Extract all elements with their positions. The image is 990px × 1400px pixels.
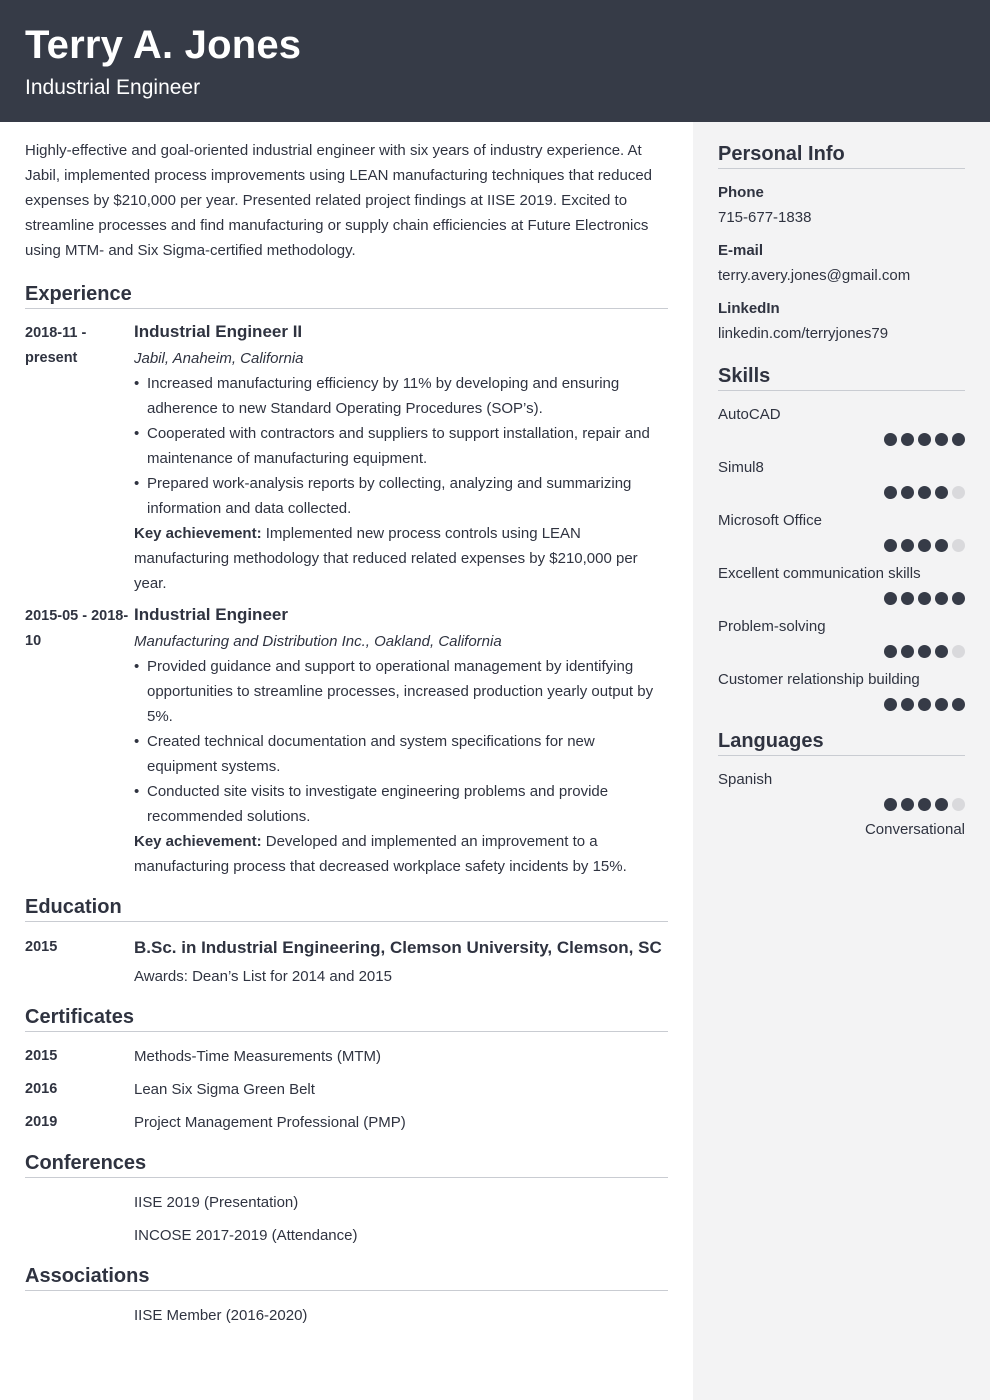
education-date: 2015 [25,939,58,955]
key-achievement-label: Key achievement: [134,833,262,850]
skill-rating [718,539,965,552]
linkedin-label: LinkedIn [718,300,780,317]
associations-section [25,1262,668,1328]
rating-dot-filled [935,798,948,811]
rating-dot-filled [901,433,914,446]
skill-item [718,508,965,552]
resume-header [0,0,990,122]
certificate-year: 2016 [25,1081,58,1097]
skill-rating [718,433,965,446]
skills-heading: Skills [718,362,965,391]
rating-dot-filled [901,486,914,499]
key-achievement [134,829,668,879]
candidate-name: Terry A. Jones [25,23,302,67]
rating-dot-filled [918,698,931,711]
personal-info-section [718,140,965,346]
job-bullets [134,654,668,829]
job-bullet: • Cooperated with contractors and suppliers to support installation, repair and maintenance of manufacturing equipment. [134,421,668,471]
conference-row [25,1190,668,1215]
experience-section [25,280,668,879]
conferences-heading: Conferences [25,1149,668,1178]
candidate-title: Industrial Engineer [25,76,201,99]
rating-dot-filled [884,433,897,446]
job-bullet: • Created technical documentation and system specifications for new equipment systems. [134,729,668,779]
certificate-year: 2019 [25,1114,58,1130]
skill-name: Problem-solving [718,618,826,635]
job-entry [25,604,668,879]
rating-dot-filled [935,486,948,499]
summary-text: Highly-effective and goal-oriented industrial engineer with six years of industry experience. At Jabil, implemented process improvements using LEAN manufacturing techniques that reduced expenses by $210,000 per year. Presented related project findings at IISE 2019. Excited to streamline processes and find manufacturing or supply chain efficiencies at Future Electronics using MTM- and Six Sigma-certified methodology. [25,142,652,259]
skill-name: AutoCAD [718,406,781,423]
skill-name: Microsoft Office [718,512,822,529]
rating-dot-filled [901,698,914,711]
rating-dot-empty [952,645,965,658]
skill-item [718,455,965,499]
skill-rating [718,592,965,605]
job-title: Industrial Engineer II [134,322,303,341]
job-date: 2018-11 - present [25,325,87,366]
conference-name: INCOSE 2017-2019 (Attendance) [134,1227,358,1244]
rating-dot-filled [901,539,914,552]
rating-dot-filled [884,698,897,711]
skill-rating [718,645,965,658]
conferences-section [25,1149,668,1248]
conference-name: IISE 2019 (Presentation) [134,1194,299,1211]
rating-dot-filled [952,698,965,711]
rating-dot-filled [935,433,948,446]
job-bullet: • Increased manufacturing efficiency by 11% by developing and ensuring adherence to new Standard Operating Procedures (SOP’s). [134,371,668,421]
key-achievement-text: Implemented new process controls using LEAN manufacturing methodology that reduced related expenses by $210,000 per year. [134,525,638,592]
rating-dot-empty [952,798,965,811]
language-name: Spanish [718,771,773,788]
phone-value: 715-677-1838 [718,209,812,226]
rating-dot-filled [952,592,965,605]
job-date: 2015-05 - 2018-10 [25,608,129,649]
skills-section [718,362,965,711]
key-achievement [134,521,668,596]
job-company: Manufacturing and Distribution Inc., Oakland, California [134,633,502,650]
job-title: Industrial Engineer [134,605,288,624]
rating-dot-filled [884,645,897,658]
association-row [25,1303,668,1328]
certificate-year: 2015 [25,1048,58,1064]
skill-item [718,402,965,446]
skill-rating [718,486,965,499]
certificate-name: Methods-Time Measurements (MTM) [134,1048,381,1065]
education-entry [25,934,668,989]
certificate-row [25,1110,668,1135]
skill-item [718,667,965,711]
rating-dot-filled [952,433,965,446]
languages-heading: Languages [718,727,965,756]
skill-item [718,561,965,605]
job-company: Jabil, Anaheim, California [134,350,304,367]
job-entry [25,321,668,596]
rating-dot-empty [952,539,965,552]
rating-dot-filled [901,645,914,658]
rating-dot-filled [884,798,897,811]
skill-rating [718,798,965,811]
education-degree: B.Sc. in Industrial Engineering, Clemson University, Clemson, SC [134,938,662,957]
rating-dot-filled [935,592,948,605]
education-awards: Awards: Dean’s List for 2014 and 2015 [134,968,392,985]
job-bullet: • Provided guidance and support to operational management by identifying opportunities to streamline processes, increased production yearly output by 5%. [134,654,668,729]
skill-item [718,614,965,658]
languages-section [718,727,965,842]
linkedin-value: linkedin.com/terryjones79 [718,325,889,342]
language-level: Conversational [864,821,965,838]
languages-list [718,767,965,842]
certificate-row [25,1077,668,1102]
certificates-section [25,1003,668,1135]
main-column [25,138,668,1336]
job-bullet: • Conducted site visits to investigate engineering problems and provide recommended solutions. [134,779,668,829]
conference-row [25,1223,668,1248]
rating-dot-filled [935,539,948,552]
association-name: IISE Member (2016-2020) [134,1307,308,1324]
rating-dot-filled [884,592,897,605]
rating-dot-filled [918,433,931,446]
skill-name: Simul8 [718,459,764,476]
associations-heading: Associations [25,1262,668,1291]
key-achievement-label: Key achievement: [134,525,262,542]
rating-dot-filled [935,645,948,658]
rating-dot-filled [901,798,914,811]
certificate-row [25,1044,668,1069]
rating-dot-empty [952,486,965,499]
rating-dot-filled [918,645,931,658]
education-heading: Education [25,893,668,922]
rating-dot-filled [918,539,931,552]
skill-name: Customer relationship building [718,671,920,688]
education-section [25,893,668,989]
email-label: E-mail [718,242,764,259]
job-bullets [134,371,668,521]
personal-info-heading: Personal Info [718,140,965,169]
language-item [718,767,965,842]
rating-dot-filled [901,592,914,605]
skill-rating [718,698,965,711]
email-value: terry.avery.jones@gmail.com [718,267,911,284]
key-achievement-text: Developed and implemented an improvement to a manufacturing process that decreased workplace safety incidents by 15%. [134,833,627,875]
rating-dot-filled [935,698,948,711]
skills-list [718,402,965,711]
rating-dot-filled [918,592,931,605]
certificates-heading: Certificates [25,1003,668,1032]
sidebar [693,122,990,1400]
phone-label: Phone [718,184,764,201]
certificate-name: Lean Six Sigma Green Belt [134,1081,315,1098]
rating-dot-filled [884,486,897,499]
certificate-name: Project Management Professional (PMP) [134,1114,406,1131]
rating-dot-filled [884,539,897,552]
skill-name: Excellent communication skills [718,565,921,582]
rating-dot-filled [918,486,931,499]
experience-heading: Experience [25,280,668,309]
job-bullet: • Prepared work-analysis reports by collecting, analyzing and summarizing information and data collected. [134,471,668,521]
rating-dot-filled [918,798,931,811]
